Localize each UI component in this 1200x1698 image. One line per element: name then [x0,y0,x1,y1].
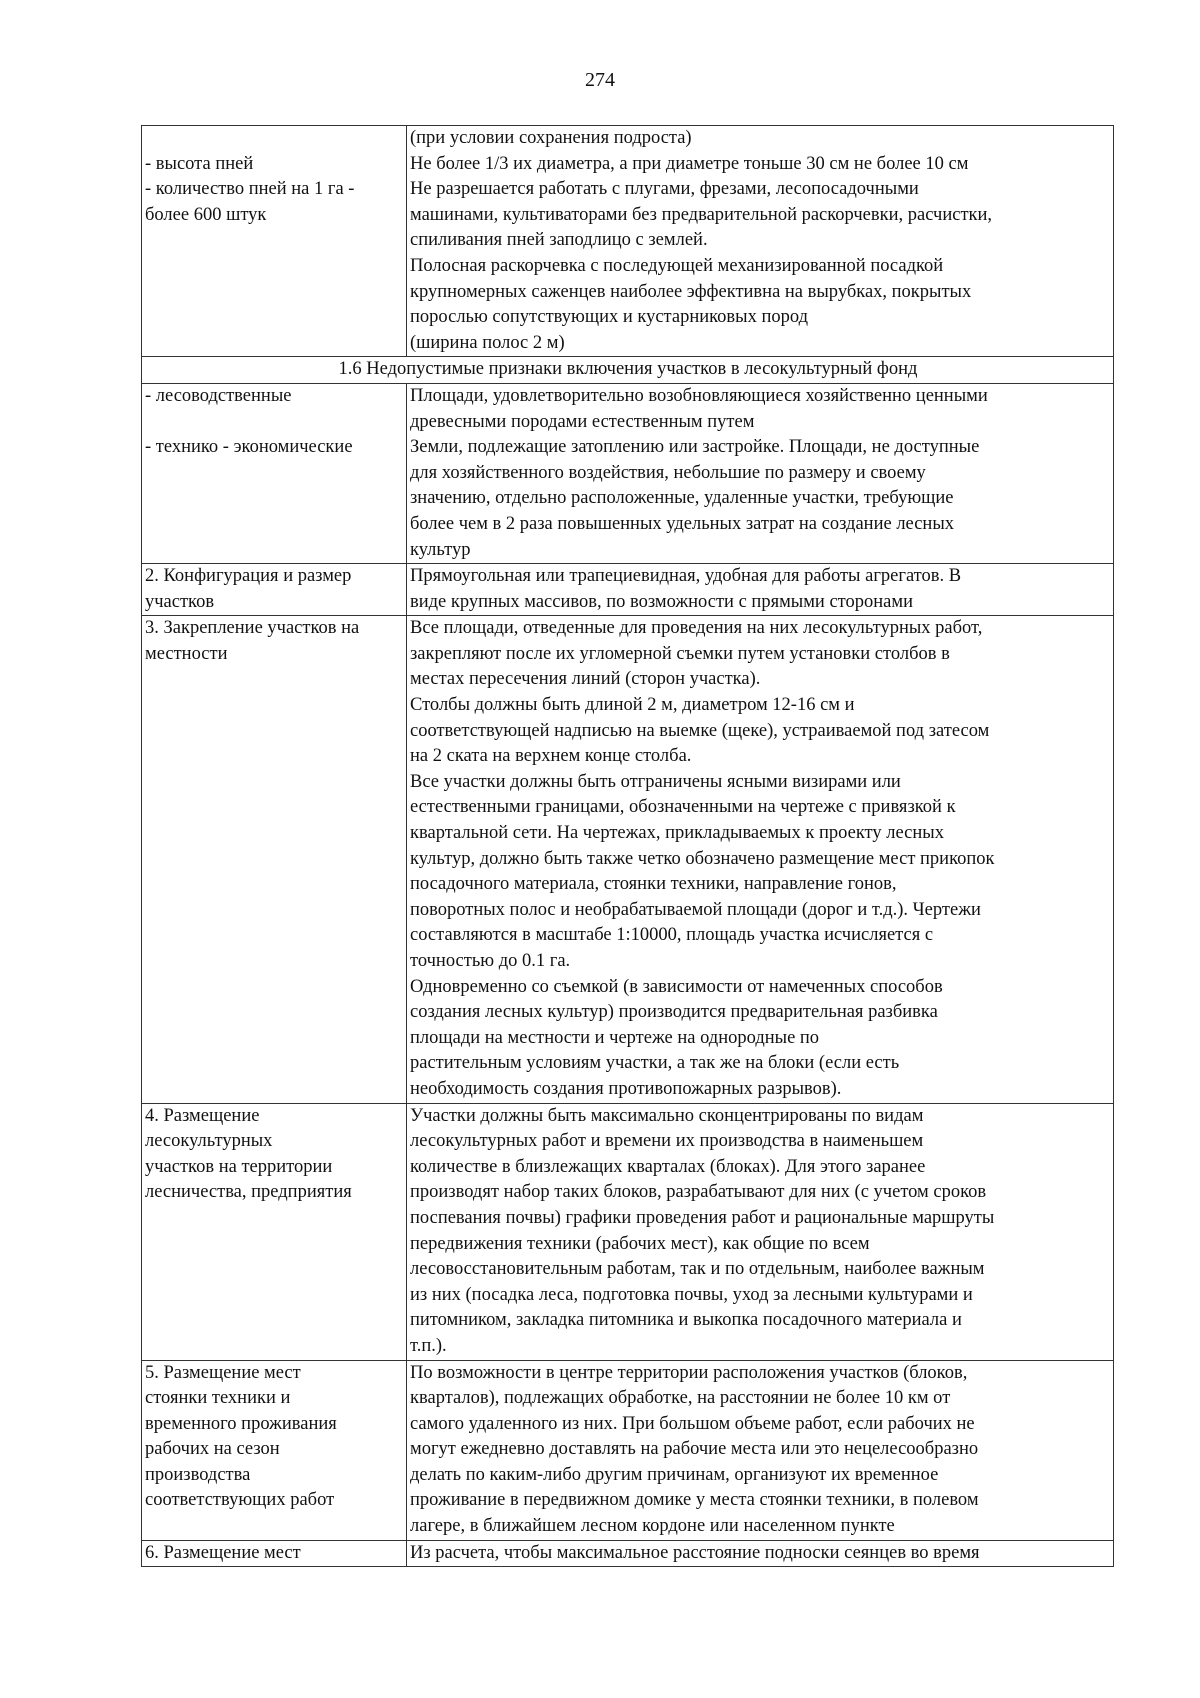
text-line: могут ежедневно доставлять на рабочие места или это нецелесообразно [410,1439,979,1460]
text-line: Не разрешается работать с плугами, фрезами, лесопосадочными [410,179,919,200]
text-line: временного проживания [145,1413,337,1434]
text-line: площади на местности и чертеже на однородные по [410,1027,820,1048]
description-cell [407,1360,1114,1540]
text-line: лесничества, предприятия [145,1182,352,1203]
text-line: Полосная раскорчевка с последующей механизированной посадкой [410,255,944,276]
text-line: Участки должны быть максимально сконцентрированы по видам [410,1105,924,1126]
text-line: - количество пней на 1 га - [145,179,355,200]
parameter-cell [142,1360,407,1540]
text-line: участков на территории [145,1156,333,1177]
text-line: количестве в близлежащих кварталах (блоках). Для этого заранее [410,1156,926,1177]
blank-line [145,126,404,152]
text-line: виде крупных массивов, по возможности с прямыми сторонами [410,591,913,612]
description-cell [407,126,1114,357]
text-line: Одновременно со съемкой (в зависимости от намеченных способов [410,976,943,997]
text-line: По возможности в центре территории расположения участков (блоков, [410,1362,968,1383]
text-line: т.п.). [410,1335,447,1356]
parameter-cell [142,616,407,1103]
page-number: 274 [585,69,615,91]
text-line: поспевания почвы) графики проведения работ и рациональные маршруты [410,1207,995,1228]
text-line: самого удаленного из них. При большом объеме работ, если рабочих не [410,1413,975,1434]
text-line: 4. Размещение [145,1105,260,1126]
text-line: питомником, закладка питомника и выкопка посадочного материала и [410,1310,962,1331]
table-row [142,564,1114,616]
parameter-cell [142,1540,407,1567]
parameter-cell [142,1103,407,1360]
text-line: древесными породами естественным путем [410,411,755,432]
table-row [142,126,1114,357]
text-line: растительным условиям участки, а так же на блоки (если есть [410,1053,900,1074]
description-cell [407,1103,1114,1360]
text-line: производства [145,1464,251,1485]
document-table [141,125,1114,1567]
text-line: - лесоводственные [145,385,292,406]
text-line: культур [410,539,471,560]
text-line: стоянки техники и [145,1388,291,1409]
text-line: 3. Закрепление участков на [145,618,360,639]
parameter-cell [142,383,407,563]
text-line: проживание в передвижном домике у места стоянки техники, в полевом [410,1490,979,1511]
text-line: лесовосстановительным работам, так и по отдельным, наиболее важным [410,1259,985,1280]
text-line: делать по каким-либо другим причинам, организуют их временное [410,1464,939,1485]
text-line: крупномерных саженцев наиболее эффективна на вырубках, покрытых [410,281,972,302]
table-row [142,357,1114,384]
text-line: Все участки должны быть отграничены ясными визирами или [410,771,901,792]
text-line: создания лесных культур) производится предварительная разбивка [410,1002,938,1023]
text-line: лесокультурных работ и времени их производства в наименьшем [410,1131,924,1152]
text-line: Не более 1/3 их диаметра, а при диаметре тоньше 30 см не более 10 см [410,153,969,174]
text-line: Земли, подлежащие затоплению или застройке. Площади, не доступные [410,437,980,458]
text-line: на 2 ската на верхнем конце столба. [410,746,692,767]
text-line: Площади, удовлетворительно возобновляющиеся хозяйственно ценными [410,385,988,406]
text-line: точностью до 0.1 га. [410,951,571,971]
text-line: местах пересечения линий (сторон участка). [410,669,761,690]
text-line: из них (посадка леса, подготовка почвы, уход за лесными культурами и [410,1284,973,1305]
table-row [142,1103,1114,1360]
table-row [142,616,1114,1103]
parameter-cell [142,126,407,357]
description-cell [407,616,1114,1103]
text-line: местности [145,643,228,664]
table-row [142,383,1114,563]
text-line: передвижения техники (рабочих мест), как общие по всем [410,1233,870,1254]
parameter-cell [142,564,407,616]
text-line: соответствующих работ [145,1490,335,1511]
text-line: более чем в 2 раза повышенных удельных затрат на создание лесных [410,513,955,534]
text-line: соответствующей надписью на выемке (щеке), устраиваемой под затесом [410,720,990,741]
text-line: лагере, в ближайшем лесном кордоне или населенном пункте [410,1516,895,1537]
text-line: составляются в масштабе 1:10000, площадь участка исчисляется с [410,925,934,946]
text-line: порослью сопутствующих и кустарниковых пород [410,307,809,328]
text-line: участков [145,591,215,612]
text-line: квартальной сети. На чертежах, прикладываемых к проекту лесных [410,823,944,844]
table-row [142,1360,1114,1540]
text-line: Из расчета, чтобы максимальное расстояние подноски сеянцев во время [410,1542,980,1563]
text-line: рабочих на сезон [145,1439,280,1460]
text-line: 2. Конфигурация и размер [145,566,352,587]
text-line: машинами, культиваторами без предварительной раскорчевки, расчистки, [410,204,993,225]
text-line: Столбы должны быть длиной 2 м, диаметром 12-16 см и [410,695,855,716]
text-line: 5. Размещение мест [145,1362,301,1383]
description-cell [407,383,1114,563]
text-line: Все площади, отведенные для проведения на них лесокультурных работ, [410,618,983,639]
text-line: поворотных полос и необрабатываемой площади (дорог и т.д.). Чертежи [410,899,981,920]
text-line: 6. Размещение мест [145,1542,301,1563]
text-line: (ширина полос 2 м) [410,332,565,353]
text-line: посадочного материала, стоянки техники, направление гонов, [410,874,897,895]
text-line: необходимость создания противопожарных разрывов). [410,1078,842,1099]
text-line: производят набор таких блоков, разрабатывают для них (с учетом сроков [410,1182,987,1203]
text-line: - технико - экономические [145,437,353,458]
text-line: - высота пней [145,153,254,174]
text-line: естественными границами, обозначенными на чертеже с привязкой к [410,797,956,818]
text-line: более 600 штук [145,204,267,225]
text-line: культур, должно быть также четко обозначено размещение мест прикопок [410,848,995,869]
blank-line [145,410,404,436]
text-line: для хозяйственного воздействия, небольшие по размеру и своему [410,462,926,483]
text-line: Прямоугольная или трапециевидная, удобная для работы агрегатов. В [410,566,962,587]
text-line: закрепляют после их угломерной съемки путем установки столбов в [410,643,950,664]
description-cell [407,1540,1114,1567]
section-heading: 1.6 Недопустимые признаки включения участков в лесокультурный фонд [142,357,1114,384]
text-line: (при условии сохранения подроста) [410,128,692,148]
text-line: кварталов), подлежащих обработке, на расстоянии не более 10 км от [410,1388,951,1409]
text-line: спиливания пней заподлицо с землей. [410,230,708,251]
text-line: значению, отдельно расположенные, удаленные участки, требующие [410,488,954,509]
description-cell [407,564,1114,616]
text-line: лесокультурных [145,1131,273,1152]
table-row [142,1540,1114,1567]
